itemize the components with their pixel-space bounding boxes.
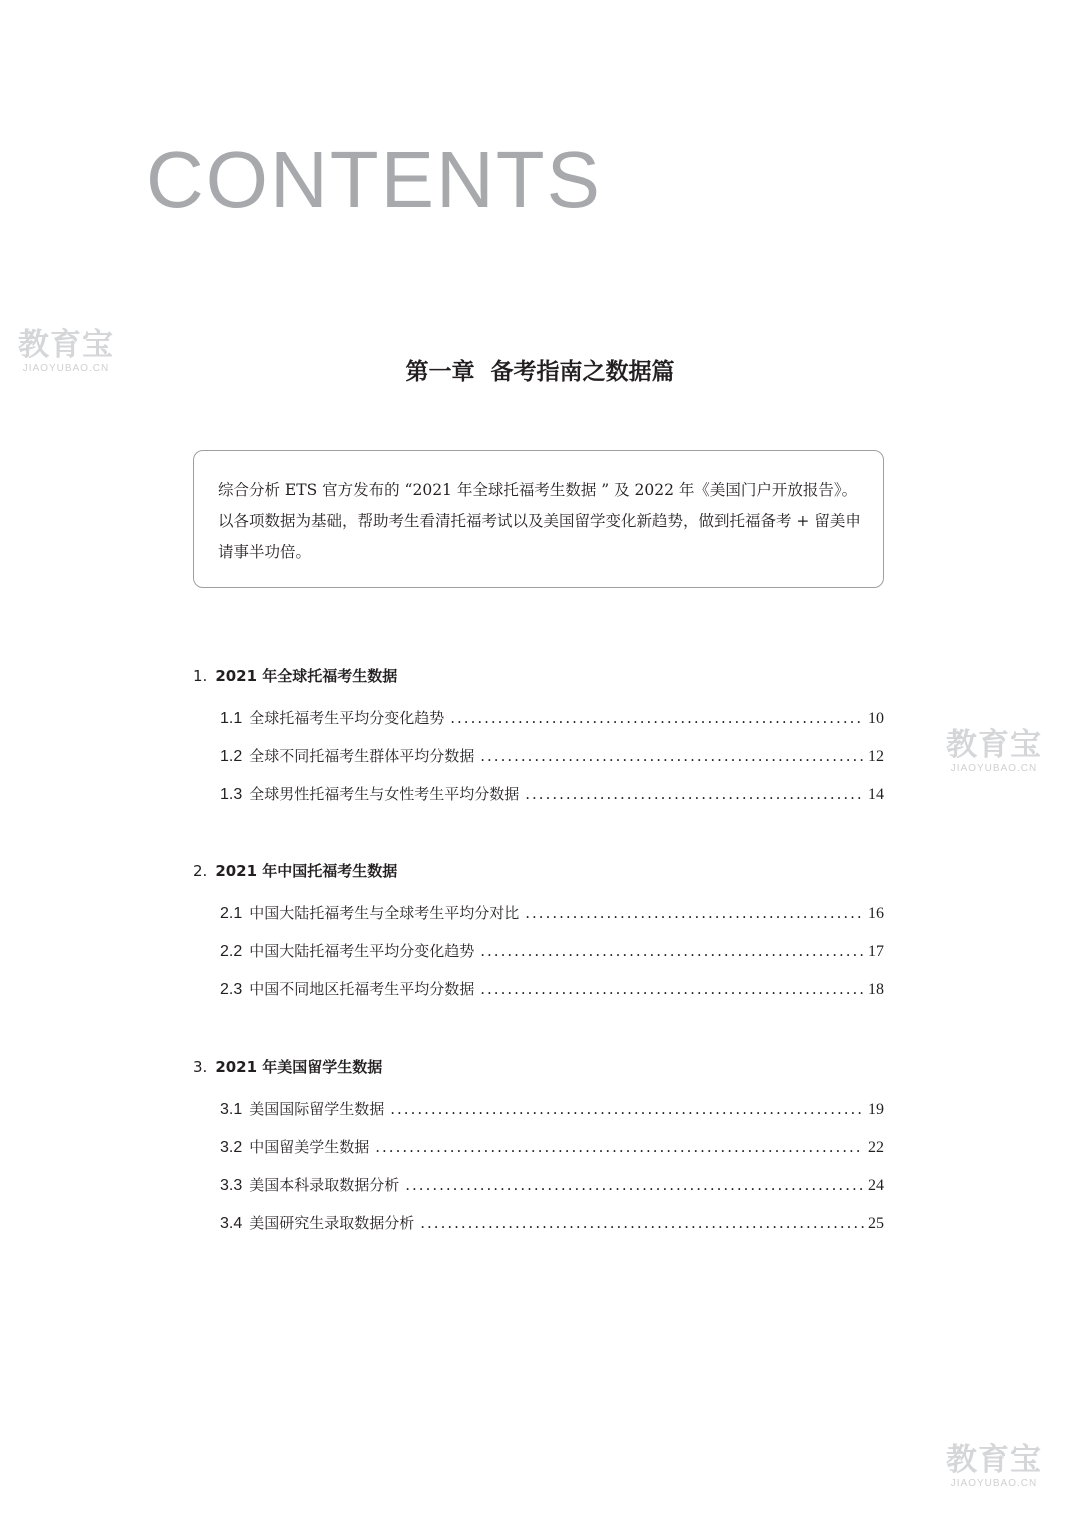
entry-number: 2.2 [220,943,243,960]
entry-title: 全球托福考生平均分变化趋势 [249,709,445,727]
toc-section-2 [193,859,884,1015]
entry-number: 2.3 [220,981,243,998]
toc-entry[interactable] [193,1135,884,1173]
toc-entries [193,1097,884,1249]
dot-leader [375,1135,864,1159]
watermark-logo [946,1442,1042,1489]
section-title: 2021 年全球托福考生数据 [215,667,398,685]
toc-entry[interactable] [193,977,884,1015]
entry-number: 3.4 [220,1215,243,1232]
intro-box [193,450,884,588]
entry-page-number: 18 [868,981,884,998]
entry-title: 中国留美学生数据 [249,1138,370,1156]
entry-title: 美国本科录取数据分析 [249,1176,400,1194]
section-heading[interactable] [193,859,884,883]
section-title: 2021 年美国留学生数据 [215,1058,383,1076]
section-number: 3. [193,1058,208,1076]
watermark-url: JIAOYUBAO.CN [950,1478,1038,1489]
dot-leader [390,1097,864,1121]
entry-number: 3.2 [220,1139,243,1156]
entry-page-number: 19 [868,1101,884,1118]
entry-number: 1.2 [220,748,243,765]
entry-title: 中国大陆托福考生与全球考生平均分对比 [249,904,520,922]
entry-title: 全球男性托福考生与女性考生平均分数据 [249,785,520,803]
dot-leader [525,782,864,806]
contents-title: CONTENTS [146,135,602,224]
toc-entry[interactable] [193,706,884,744]
toc-entry[interactable] [193,782,884,820]
section-number: 1. [193,667,208,685]
entry-page-number: 14 [868,786,884,803]
dot-leader [405,1173,864,1197]
entry-page-number: 25 [868,1215,884,1232]
watermark-text: 教育宝 [946,1442,1042,1478]
toc-entry[interactable] [193,1173,884,1211]
entry-page-number: 16 [868,905,884,922]
watermark-text: 教育宝 [946,727,1042,763]
toc-section-1 [193,664,884,820]
watermark-logo [946,727,1042,774]
watermark-url: JIAOYUBAO.CN [22,363,110,374]
dot-leader [480,939,864,963]
toc-entry[interactable] [193,939,884,977]
entry-title: 中国不同地区托福考生平均分数据 [249,980,475,998]
watermark-logo [18,327,114,374]
dot-leader [480,977,864,1001]
entry-title: 中国大陆托福考生平均分变化趋势 [249,942,475,960]
section-heading[interactable] [193,1055,884,1079]
toc-entries [193,901,884,1015]
entry-title: 全球不同托福考生群体平均分数据 [249,747,475,765]
entry-number: 1.3 [220,786,243,803]
toc-entry[interactable] [193,1211,884,1249]
entry-page-number: 12 [868,748,884,765]
entry-page-number: 17 [868,943,884,960]
entry-title: 美国研究生录取数据分析 [249,1214,415,1232]
section-number: 2. [193,862,208,880]
toc-entry[interactable] [193,1097,884,1135]
toc-entries [193,706,884,820]
toc-entry[interactable] [193,744,884,782]
entry-number: 3.3 [220,1177,243,1194]
entry-page-number: 24 [868,1177,884,1194]
dot-leader [450,706,864,730]
dot-leader [420,1211,864,1235]
section-title: 2021 年中国托福考生数据 [215,862,398,880]
entry-page-number: 22 [868,1139,884,1156]
dot-leader [480,744,864,768]
entry-title: 美国国际留学生数据 [249,1100,385,1118]
toc-section-3 [193,1055,884,1249]
entry-number: 2.1 [220,905,243,922]
section-heading[interactable] [193,664,884,688]
entry-number: 3.1 [220,1101,243,1118]
entry-page-number: 10 [868,710,884,727]
watermark-text: 教育宝 [18,327,114,363]
entry-number: 1.1 [220,710,243,727]
chapter-title: 第一章 备考指南之数据篇 [405,358,675,385]
intro-text: 综合分析 ETS 官方发布的 “2021 年全球托福考生数据 ” 及 2022 年《美国门户开放报告》。以各项数据为基础，帮助考生看清托福考试以及美国留学变化新趋势，做到托福备考 + 留美申请事半功倍。 [218,481,861,561]
dot-leader [525,901,864,925]
toc-entry[interactable] [193,901,884,939]
watermark-url: JIAOYUBAO.CN [950,763,1038,774]
